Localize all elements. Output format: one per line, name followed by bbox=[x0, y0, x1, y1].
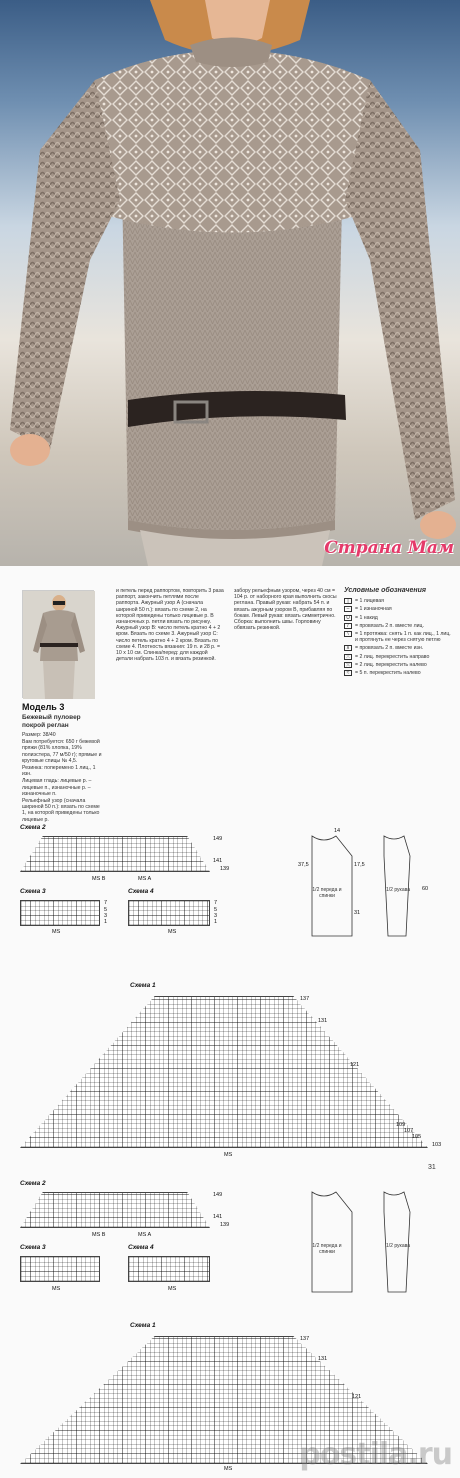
pattern-page bbox=[0, 566, 460, 1478]
ms-label: MS bbox=[224, 1466, 233, 1472]
thumbnail-photo bbox=[22, 590, 94, 698]
row-number: 7 bbox=[214, 900, 218, 906]
dimension-label: 60 bbox=[422, 886, 429, 892]
scheme-1-label: Схема 1 bbox=[130, 1322, 156, 1329]
front-label: 1/2 переда и спинки bbox=[312, 1243, 342, 1255]
ms-label: MS bbox=[168, 1286, 177, 1292]
dimension-label: 31 bbox=[354, 910, 361, 916]
scheme-2-chart bbox=[20, 836, 210, 872]
scheme-3-chart bbox=[20, 900, 100, 926]
text-column-2 bbox=[116, 588, 224, 808]
materials-text: Вам потребуется: 650 г бежевой пряжи (81% хлопка, 19% полиэстера, 77 м/50 г); прямые и круговые спицы № 4,5. bbox=[22, 739, 102, 764]
scheme-1-chart bbox=[20, 996, 428, 1148]
ms-a-label: MS A bbox=[138, 1232, 152, 1238]
size-text: Размер: 38/40 bbox=[22, 732, 56, 738]
scheme-4-chart bbox=[128, 1256, 210, 1282]
dimension-label: 14 bbox=[334, 828, 341, 834]
footer-watermark: postila.ru bbox=[299, 1437, 452, 1472]
scheme-2-chart bbox=[20, 1192, 210, 1228]
row-number: 131 bbox=[318, 1356, 328, 1362]
column-3-text: забору рельефным узором, через 40 см = 104 р. от наборного края выполнить скосы реглана. Правый рукав: набрать 54 п. и вязать ажурным узором В, прибавляя по бокам. Левый рукав: вязать симметрично. Сборка: выполнить швы. Горловину обвязать резинкой. bbox=[234, 588, 337, 632]
legend-item: U = 1 накид bbox=[344, 615, 452, 621]
row-number: 3 bbox=[104, 913, 108, 919]
garment-diagram bbox=[292, 1182, 442, 1302]
ms-b-label: MS B bbox=[92, 1232, 106, 1238]
row-number: 131 bbox=[318, 1018, 328, 1024]
row-number: 7 bbox=[104, 900, 108, 906]
stockinette-text: Лицевая гладь: лицевые р. – лицевые п., изнаночные р. – изнаночные п. bbox=[22, 778, 92, 797]
scheme-1-label: Схема 1 bbox=[130, 982, 156, 989]
legend-item: ≈ = 5 п. перекрестить налево bbox=[344, 670, 452, 676]
legend-item: | = 1 лицевая bbox=[344, 598, 452, 604]
sleeve-label: 1/2 рукава bbox=[385, 887, 411, 893]
row-number: 1 bbox=[214, 919, 218, 925]
yarn-over-icon: U bbox=[344, 615, 352, 621]
scheme-4-label: Схема 4 bbox=[128, 1244, 154, 1251]
scheme-3-chart bbox=[20, 1256, 100, 1282]
hero-photo bbox=[0, 0, 460, 566]
legend-item: ⊼ = провязать 2 п. вместе изн. bbox=[344, 645, 452, 651]
relief-text: Рельефный узор (сначала шириной 50 п.): вязать по схеме 1, на которой приведены только лицевые р. bbox=[22, 798, 100, 823]
scheme-2-label: Схема 2 bbox=[20, 824, 46, 831]
ssk-icon: \ bbox=[344, 631, 352, 637]
rib-text: Резинка: поперемено 1 лиц., 1 изн. bbox=[22, 765, 96, 778]
legend-item: ⤬ = 2 лиц. перекрестить налево bbox=[345, 661, 427, 668]
scheme-4-label: Схема 4 bbox=[128, 888, 154, 895]
row-number: 121 bbox=[352, 1394, 362, 1400]
row-number: 5 bbox=[104, 907, 108, 913]
k2tog-icon: / bbox=[344, 623, 352, 629]
row-number: 1 bbox=[104, 919, 108, 925]
front-label: 1/2 переда и спинки bbox=[312, 887, 342, 899]
row-number: 3 bbox=[214, 913, 218, 919]
row-number: 149 bbox=[213, 836, 223, 842]
garment-diagram bbox=[292, 826, 442, 946]
ms-b-label: MS B bbox=[92, 876, 106, 882]
scheme-2-label: Схема 2 bbox=[20, 1180, 46, 1187]
ms-label: MS bbox=[168, 929, 177, 935]
row-number: 139 bbox=[220, 866, 230, 872]
model-subtitle: Бежевый пуловер покрой реглан bbox=[22, 714, 81, 729]
legend-item: / = провязать 2 п. вместе лиц. bbox=[344, 623, 452, 629]
cross-right-icon: ⤫ bbox=[345, 653, 350, 660]
p2tog-icon: ⊼ bbox=[344, 645, 352, 651]
model-title: Модель 3 bbox=[22, 702, 65, 712]
row-number: 141 bbox=[213, 1214, 223, 1220]
text-column-1 bbox=[22, 702, 102, 823]
legend bbox=[344, 588, 452, 788]
row-number: 149 bbox=[213, 1192, 223, 1198]
row-number: 109 bbox=[396, 1122, 406, 1128]
scheme-3-label: Схема 3 bbox=[20, 888, 46, 895]
page-number: 31 bbox=[428, 1164, 436, 1171]
ms-label: MS bbox=[224, 1152, 233, 1158]
thumbnail-illustration bbox=[23, 591, 95, 699]
dimension-label: 17,5 bbox=[354, 862, 365, 868]
legend-title: Условные обозначения bbox=[344, 587, 427, 594]
row-number: 137 bbox=[300, 996, 310, 1002]
row-number: 105 bbox=[412, 1134, 422, 1140]
text-column-3 bbox=[234, 588, 338, 808]
ms-a-label: MS A bbox=[138, 876, 152, 882]
row-number: 121 bbox=[350, 1062, 360, 1068]
sleeve-label: 1/2 рукава bbox=[385, 1243, 411, 1249]
row-number: 139 bbox=[220, 1222, 230, 1228]
ms-label: MS bbox=[52, 929, 61, 935]
column-2-text: и петель перед раппортом, повторить 3 раза раппорт, закончить петлями после раппорта. Ажурный узор А (сначала шириной 50 п.): вязать по схеме 2, на которой приведены только лицевые р. В изнаночных р. петли вязать по рисунку. Ажурный узор В: число петель кратно 4 + 2 кром. Вязать по схеме 3. Ажурный узор С: число петель кратно 4 + 2 кром. Вязать по схеме 4. Плотность вязания: 19 п. и 28 р. = 10 х 10 см. Спинка/перед: для каждой детали набрать 103 п. и вязать резинкой. bbox=[116, 588, 224, 663]
scheme-3-label: Схема 3 bbox=[20, 1244, 46, 1251]
purl-stitch-icon: – bbox=[344, 606, 352, 612]
sweater-illustration bbox=[0, 0, 460, 566]
scheme-4-chart bbox=[128, 900, 210, 926]
knit-stitch-icon: | bbox=[344, 598, 352, 604]
dimension-label: 37,5 bbox=[298, 862, 309, 868]
legend-item: ⤫ = 2 лиц. перекрестить направо bbox=[345, 653, 430, 660]
row-number: 141 bbox=[213, 858, 223, 864]
cross-left-icon: ⤬ bbox=[345, 661, 350, 668]
hero-watermark: Страна Мам bbox=[324, 538, 454, 558]
row-number: 107 bbox=[404, 1128, 414, 1134]
legend-item: \ = 1 протяжка: снять 1 п. как лиц., 1 лиц. и протянуть ее через снятую петлю bbox=[344, 631, 452, 643]
row-number: 137 bbox=[300, 1336, 310, 1342]
legend-item: – = 1 изнаночная bbox=[344, 606, 452, 612]
cable-5-icon: ≈ bbox=[344, 670, 352, 676]
row-number: 103 bbox=[432, 1142, 442, 1148]
ms-label: MS bbox=[52, 1286, 61, 1292]
row-number: 5 bbox=[214, 907, 218, 913]
